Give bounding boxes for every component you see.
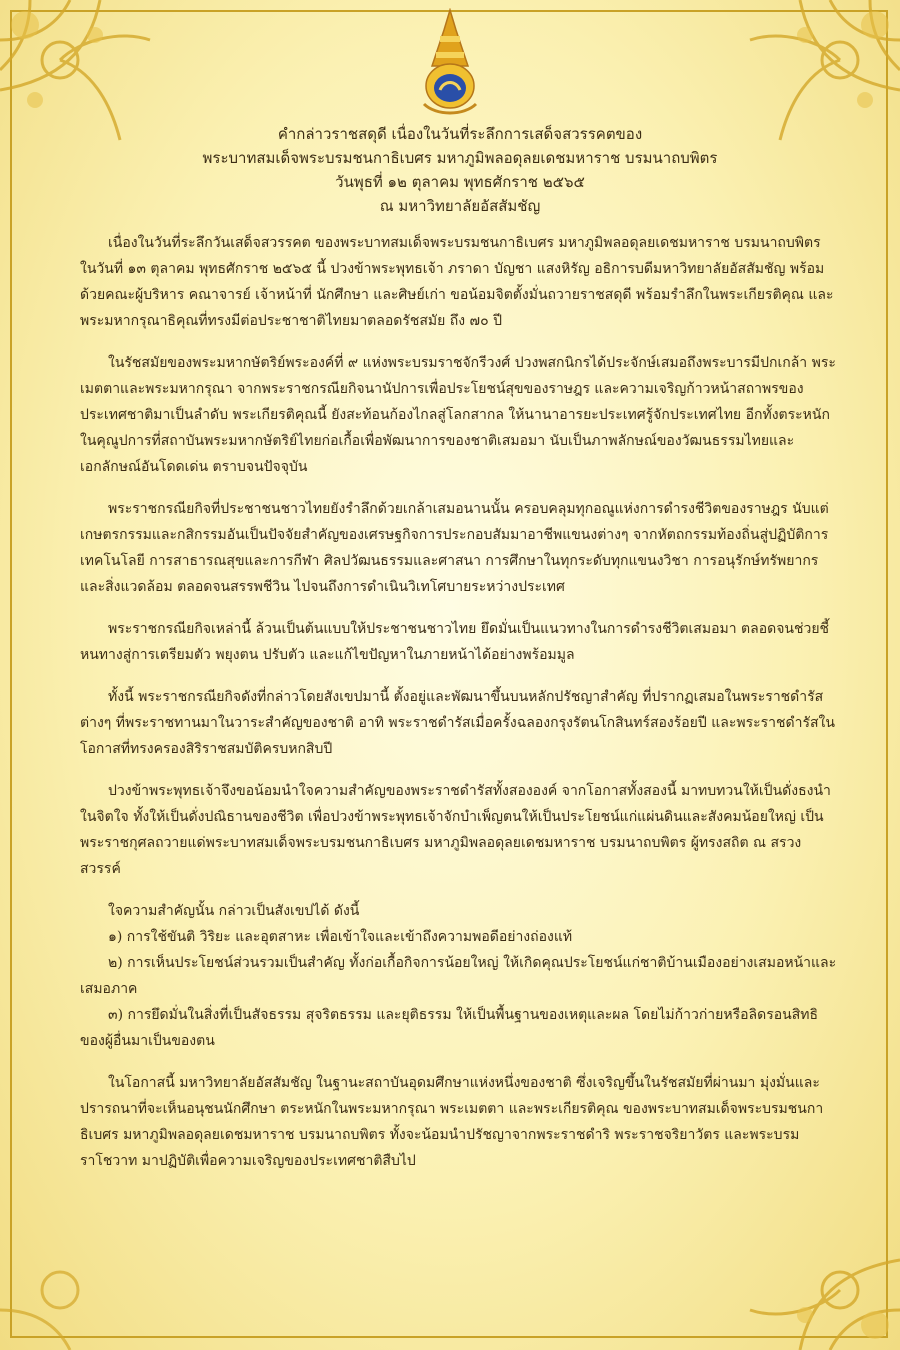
floral-corner-bottom-right (730, 1180, 900, 1350)
document-title (80, 122, 840, 218)
paragraph-1: เนื่องในวันที่ระลึกวันเสด็จสวรรคต ของพระบาทสมเด็จพระบรมชนกาธิเบศร มหาภูมิพลอดุลยเดชมหาราช บรมนาถบพิตร ในวันที่ ๑๓ ตุลาคม พุทธศักราช ๒๕๖๕ นี้ ปวงข้าพระพุทธเจ้า ภราดา บัญชา แสงหิรัญ อธิการบดีมหาวิทยาลัยอัสสัมชัญ พร้อมด้วยคณะผู้บริหาร คณาจารย์ เจ้าหน้าที่ นักศึกษา และศิษย์เก่า ขอน้อมจิตตั้งมั่นถวายราชสดุดี พร้อมรำลึกในพระเกียรติคุณ และพระมหากรุณาธิคุณที่ทรงมีต่อประชาชาติไทยมาตลอดรัชสมัย ถึง ๗๐ ปี (80, 235, 834, 329)
paragraph-3: พระราชกรณียกิจที่ประชาชนชาวไทยยังรำลึกด้วยเกล้าเสมอนานนั้น ครอบคลุมทุกอณูแห่งการดำรงชีวิตของราษฎร นับแต่เกษตรกรรมและกสิกรรมอันเป็นปัจจัยสำคัญของเศรษฐกิจการประกอบสัมมาอาชีพแขนงต่างๆ จากหัตถกรรมท้องถิ่นสู่ปฏิบัติการเทคโนโลยี การสาธารณสุขและการกีฬา ศิลปวัฒนธรรมและศาสนา การศึกษาในทุกระดับทุกแขนงวิชา การอนุรักษ์ทรัพยากรและสิ่งแวดล้อม ตลอดจนสรรพชีวิน ไปจนถึงการดำเนินวิเทโศบายระหว่างประเทศ (80, 501, 829, 595)
key-points-list (80, 898, 840, 1054)
title-line-1: คำกล่าวราชสดุดี เนื่องในวันที่ระลึกการเสด็จสวรรคตของ (277, 125, 643, 143)
list-item: ๑) การใช้ขันติ วิริยะ และอุตสาหะ เพื่อเข้าใจและเข้าถึงความพอดีอย่างถ่องแท้ (108, 929, 573, 945)
title-line-3: วันพุธที่ ๑๒ ตุลาคม พุทธศักราช ๒๕๖๕ (335, 173, 585, 191)
paragraph-4: พระราชกรณียกิจเหล่านี้ ล้วนเป็นต้นแบบให้ประชาชนชาวไทย ยึดมั่นเป็นแนวทางในการดำรงชีวิตเสมอมา ตลอดจนช่วยชี้หนทางสู่การเตรียมตัว พยุงตน ปรับตัว และแก้ไขปัญหาในภายหน้าได้อย่างพร้อมมูล (80, 621, 830, 663)
closing-paragraph: ในโอกาสนี้ มหาวิทยาลัยอัสสัมชัญ ในฐานะสถาบันอุดมศึกษาแห่งหนึ่งของชาติ ซึ่งเจริญขึ้นในรัชสมัยที่ผ่านมา มุ่งมั่นและปรารถนาที่จะเห็นอนุชนนักศึกษา ตระหนักในพระมหากรุณา พระเมตตา และพระเกียรติคุณ ของพระบาทสมเด็จพระบรมชนกาธิเบศร มหาภูมิพลอดุลยเดชมหาราช บรมนาถบพิตร ทั้งจะน้อมนำปรัชญาจากพระราชดำริ พระราชจริยาวัตร และพระบรมราโชวาท มาปฏิบัติเพื่อความเจริญของประเทศชาติสืบไป (80, 1075, 824, 1169)
paragraph-5: ทั้งนี้ พระราชกรณียกิจดังที่กล่าวโดยสังเขปมานี้ ตั้งอยู่และพัฒนาขึ้นบนหลักปรัชญาสำคัญ ที่ปรากฏเสมอในพระราชดำรัสต่างๆ ที่พระราชทานมาในวาระสำคัญของชาติ อาทิ พระราชดำรัสเมื่อครั้งฉลองกรุงรัตนโกสินทร์สองร้อยปี และพระราชดำรัสในโอกาสที่ทรงครองสิริราชสมบัติครบหกสิบปี (80, 689, 835, 757)
proclamation-body (80, 122, 840, 1190)
paragraph-2: ในรัชสมัยของพระมหากษัตริย์พระองค์ที่ ๙ แห่งพระบรมราชจักรีวงศ์ ปวงพสกนิกรได้ประจักษ์เสมอถึงพระบารมีปกเกล้า พระเมตตาและพระมหากรุณา จากพระราชกรณียกิจนานัปการเพื่อประโยชน์สุขของราษฎร และความเจริญก้าวหน้าสถาพรของประเทศชาติมาเป็นลำดับ พระเกียรติคุณนี้ ยังสะท้อนก้องไกลสู่โลกสากล ให้นานาอารยะประเทศรู้จักประเทศไทย อีกทั้งตระหนักในคุณูปการที่สถาบันพระมหากษัตริย์ไทยก่อเกื้อเพื่อพัฒนาการของชาติเสมอมา นับเป็นภาพลักษณ์ของวัฒนธรรมไทยและเอกลักษณ์อันโดดเด่น ตราบจนปัจจุบัน (80, 355, 836, 475)
royal-emblem-icon (410, 8, 490, 120)
floral-corner-bottom-left (0, 1180, 170, 1350)
title-line-4: ณ มหาวิทยาลัยอัสสัมชัญ (379, 197, 541, 215)
list-intro: ใจความสำคัญนั้น กล่าวเป็นสังเขปได้ ดังนี้ (108, 903, 360, 919)
paragraph-6: ปวงข้าพระพุทธเจ้าจึงขอน้อมนำใจความสำคัญของพระราชดำรัสทั้งสององค์ จากโอกาสทั้งสองนี้ มาทบทวนให้เป็นดั่งธงนำในจิตใจ ทั้งให้เป็นดั่งปณิธานของชีวิต เพื่อปวงข้าพระพุทธเจ้าจักบำเพ็ญตนให้เป็นประโยชน์แก่แผ่นดินและสังคมน้อยใหญ่ เป็นพระราชกุศลถวายแด่พระบาทสมเด็จพระบรมชนกาธิเบศร มหาภูมิพลอดุลยเดชมหาราช บรมนาถบพิตร ผู้ทรงสถิต ณ สรวงสวรรค์ (80, 783, 831, 877)
list-item: ๒) การเห็นประโยชน์ส่วนรวมเป็นสำคัญ ทั้งก่อเกื้อกิจการน้อยใหญ่ ให้เกิดคุณประโยชน์แก่ชาติบ้านเมืองอย่างเสมอหน้าและเสมอภาค (80, 955, 837, 997)
list-item: ๓) การยึดมั่นในสิ่งที่เป็นสัจธรรม สุจริตธรรม และยุติธรรม ให้เป็นพื้นฐานของเหตุและผล โดยไม่ก้าวก่ายหรือลิดรอนสิทธิของผู้อื่นมาเป็นของตน (80, 1007, 819, 1049)
title-line-2: พระบาทสมเด็จพระบรมชนกาธิเบศร มหาภูมิพลอดุลยเดชมหาราช บรมนาถบพิตร (202, 149, 718, 167)
